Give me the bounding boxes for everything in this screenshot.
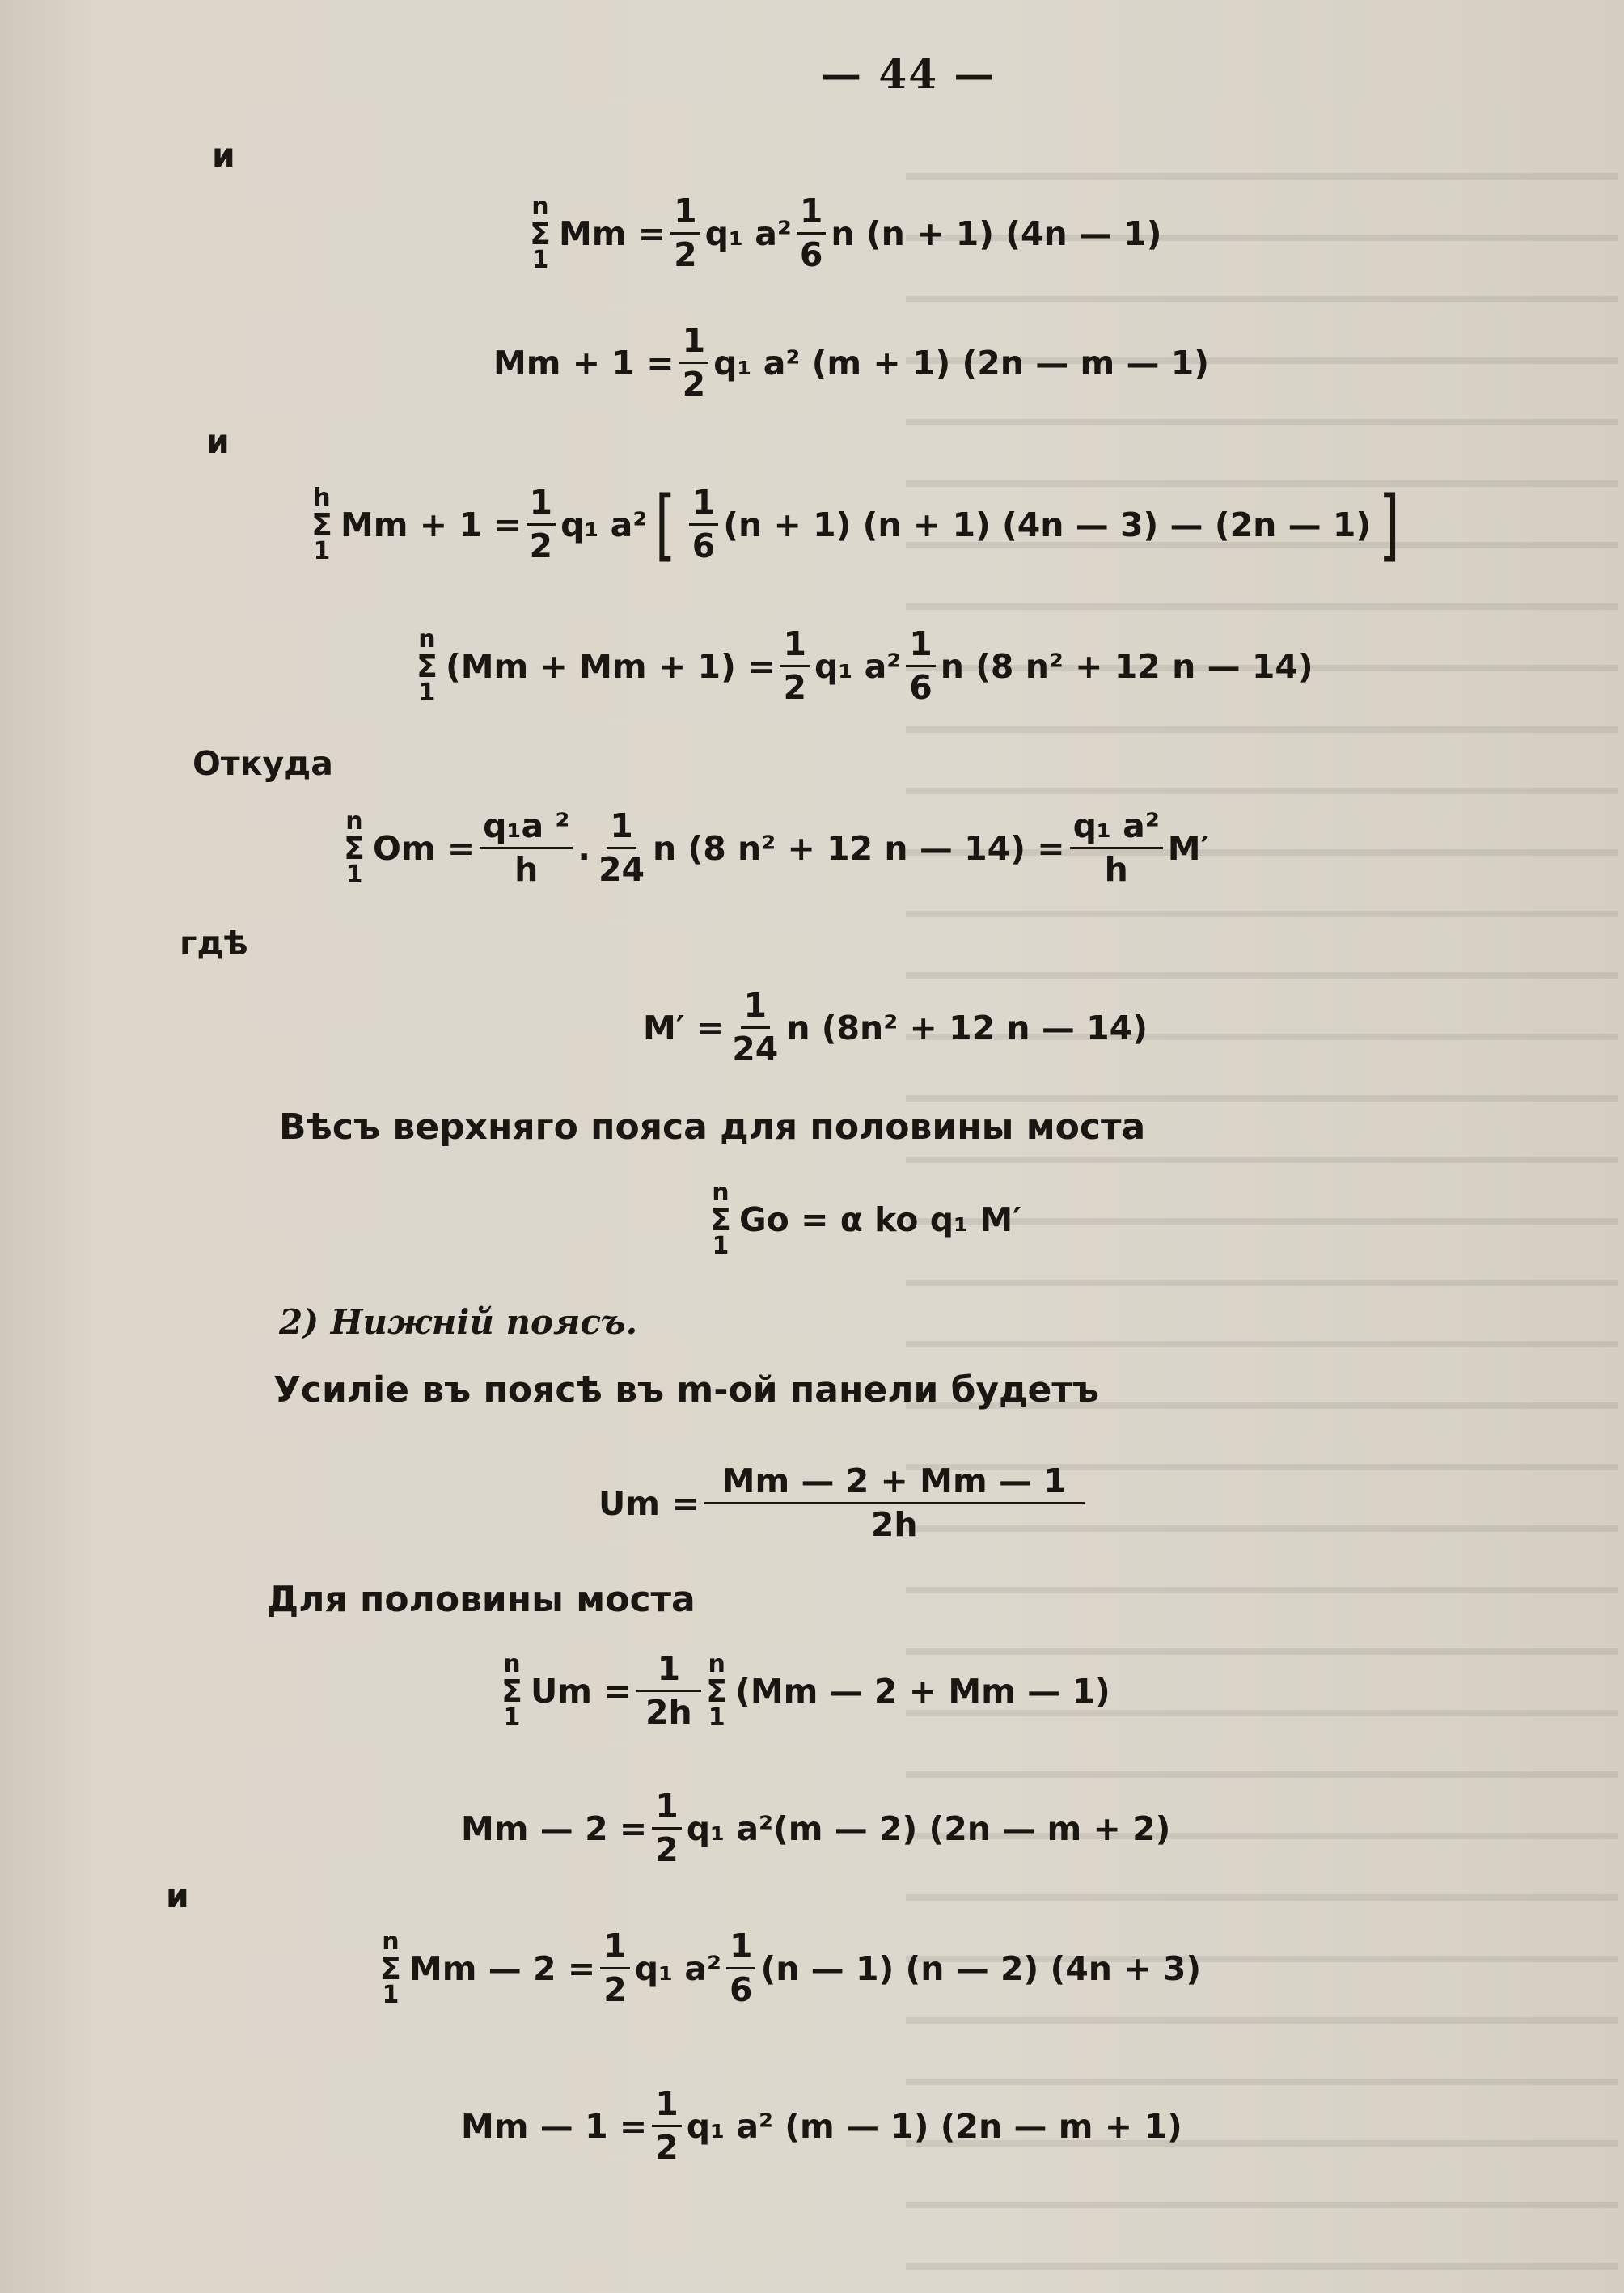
word-i-1: и (212, 136, 235, 175)
equation-5: n Σ 1 Om = $\frac{\text{q₁a ²}}{h}$ . $\frac{1}{24}$ n (8 n² + 12 n — 14) = $\frac{\text{q₁ a²}}{h}$ M′ (344, 806, 1210, 890)
word-otkuda: Откуда (192, 744, 333, 783)
word-i-3: и (166, 1876, 189, 1915)
page-number: — 44 — (821, 50, 996, 98)
equation-6: M′ = $\frac{1}{24}$ n (8n² + 12 n — 14) (643, 986, 1148, 1069)
sum-sign: n Σ 1 (417, 624, 438, 707)
equation-1: n Σ 1 Mm = $\frac{1}{2}$ q₁ a² $\frac{1}{6}$ n (n + 1) (4n — 1) (530, 192, 1162, 275)
sum-sign: n Σ 1 (344, 806, 365, 889)
sum-sign: n Σ 1 (530, 192, 551, 274)
text-half-bridge: Для половины моста (267, 1579, 696, 1620)
sum-sign: n Σ 1 (706, 1649, 728, 1732)
equation-7: n Σ 1 Go = α ko q₁ M′ (710, 1178, 1021, 1261)
equation-12: Mm — 1 = $\frac{1}{2}$ q₁ a² (m — 1) (2n — m + 1) (461, 2084, 1182, 2168)
word-i-2: и (206, 422, 230, 461)
equation-9: n Σ 1 Um = $\frac{1}{2h}$ n Σ 1 (Mm — 2 + Mm — 1) (501, 1649, 1110, 1732)
equation-8: Um = $\frac{Mm — 2 + Mm — 1}{2h}$ (598, 1464, 1089, 1542)
sum-sign: n Σ 1 (501, 1649, 522, 1732)
sum-sign: n Σ 1 (380, 1927, 401, 2009)
section-lower-chord: 2) Нижній поясъ. (279, 1302, 638, 1342)
word-gde: гдѣ (180, 924, 248, 962)
sum-sign: n Σ 1 (710, 1178, 731, 1261)
sum-sign: h Σ 1 (311, 483, 332, 565)
equation-11: n Σ 1 Mm — 2 = $\frac{1}{2}$ q₁ a² $\frac{1}{6}$ (n — 1) (n — 2) (4n + 3) (380, 1927, 1202, 2010)
equation-4: n Σ 1 (Mm + Mm + 1) = $\frac{1}{2}$ q₁ a² $\frac{1}{6}$ n (8 n² + 12 n — 14) (417, 624, 1313, 708)
text-top-chord-weight: Вѣсъ верхняго пояса для половины моста (279, 1106, 1146, 1148)
equation-10: Mm — 2 = $\frac{1}{2}$ q₁ a²(m — 2) (2n — m + 2) (461, 1787, 1171, 1870)
text-chord-force: Усиліе въ поясѣ въ m-ой панели будетъ (273, 1369, 1099, 1411)
equation-2: Mm + 1 = $\frac{1}{2}$ q₁ a² (m + 1) (2n — m — 1) (493, 321, 1210, 404)
equation-3: h Σ 1 Mm + 1 = $\frac{1}{2}$ q₁ a² [ $\frac{1}{6}$ (n + 1) (n + 1) (4n — 3) — (2n — 1) ] (311, 479, 1400, 570)
